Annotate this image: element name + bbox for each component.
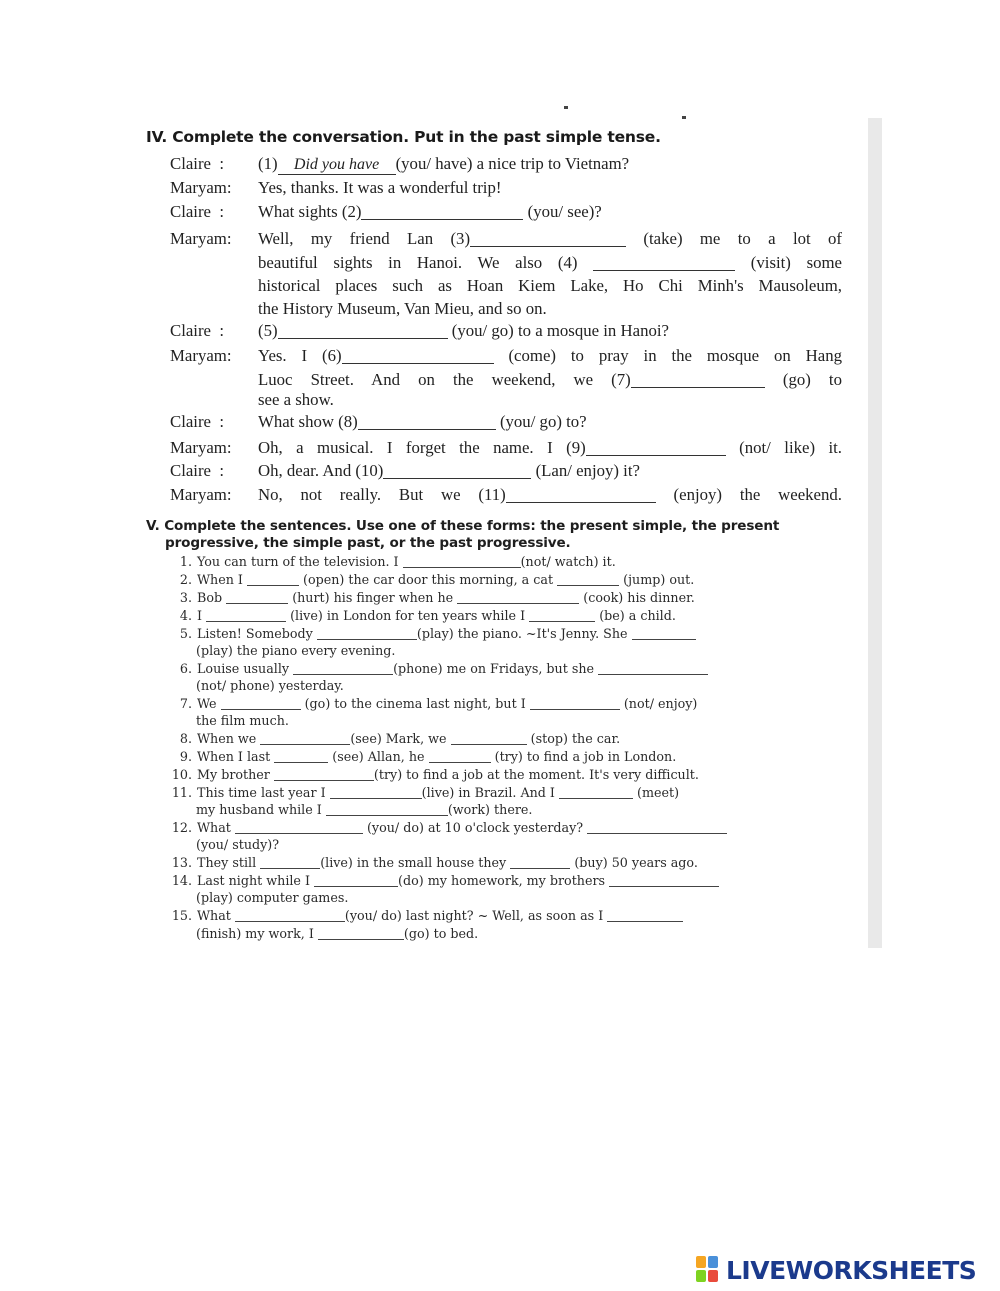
conversation-line-12: What show (8) (you/ go) to?	[258, 412, 587, 431]
sentence-item: 3. Bob (hurt) his finger when he (cook) his dinner.	[179, 590, 695, 605]
answer-blank[interactable]	[429, 750, 491, 763]
answer-blank-8[interactable]	[358, 412, 496, 430]
answer-blank[interactable]	[318, 927, 404, 940]
sentence-item: 4. I (live) in London for ten years while I (be) a child.	[179, 608, 676, 623]
conversation-line-14: Oh, dear. And (10) (Lan/ enjoy) it?	[258, 461, 640, 480]
sentence-continuation: (finish) my work, I (go) to bed.	[196, 926, 479, 941]
answer-blank[interactable]	[530, 697, 620, 710]
conversation-line-8: (5) (you/ go) to a mosque in Hanoi?	[258, 321, 669, 340]
answer-blank[interactable]	[260, 732, 350, 745]
answer-blank[interactable]	[403, 555, 521, 568]
answer-blank-3[interactable]	[470, 229, 626, 247]
conversation-line-5: beautiful sights in Hanoi. We also (4) (visit) some	[258, 253, 842, 272]
answer-1[interactable]: Did you have	[293, 156, 380, 173]
answer-blank[interactable]	[330, 786, 422, 799]
speaker-label: Claire :	[170, 202, 225, 221]
section-5-title: V. Complete the sentences. Use one of these forms: the present simple, the present progressive, the simple past, or the past progressive.	[146, 518, 780, 551]
sentence-item: 9. When I last (see) Allan, he (try) to find a job in London.	[179, 749, 677, 764]
sentence-item: 8. When we (see) Mark, we (stop) the car.	[179, 731, 621, 746]
sentence-continuation: (you/ study)?	[196, 837, 280, 852]
answer-blank[interactable]	[632, 627, 696, 640]
conversation-line-11: see a show.	[258, 390, 334, 409]
sentence-item: 11. This time last year I (live) in Brazil. And I (meet)	[171, 785, 680, 800]
answer-blank[interactable]	[247, 573, 299, 586]
sentence-item: 5. Listen! Somebody (play) the piano. ~It's Jenny. She	[166, 626, 832, 641]
sentence-continuation: (not/ phone) yesterday.	[196, 678, 344, 693]
speaker-label: Claire :	[170, 461, 225, 480]
conversation-line-6: historical places such as Hoan Kiem Lake, Ho Chi Minh's Mausoleum,	[258, 276, 842, 295]
answer-blank[interactable]	[226, 591, 288, 604]
sentence-item: 1. You can turn of the television. I (not/ watch) it.	[179, 554, 616, 569]
conversation-line-15: No, not really. But we (11) (enjoy) the weekend.	[258, 485, 842, 504]
sentence-continuation: (play) computer games.	[196, 890, 349, 905]
answer-blank[interactable]	[529, 609, 595, 622]
answer-blank[interactable]	[235, 909, 345, 922]
answer-blank[interactable]	[260, 856, 320, 869]
answer-blank[interactable]	[559, 786, 633, 799]
sentence-item: 2. When I (open) the car door this morning, a cat (jump) out.	[179, 572, 695, 587]
conversation-line-9: Yes. I (6) (come) to pray in the mosque on Hang	[258, 346, 842, 365]
sentence-item: 7. We (go) to the cinema last night, but I (not/ enjoy)	[179, 696, 698, 711]
answer-blank-10[interactable]	[383, 461, 531, 479]
answer-blank-6[interactable]	[342, 346, 494, 364]
answer-blank[interactable]	[274, 750, 328, 763]
answer-blank[interactable]	[314, 874, 398, 887]
answer-blank[interactable]	[609, 874, 719, 887]
sentence-continuation: my husband while I (work) there.	[196, 802, 533, 817]
speaker-label: Claire :	[170, 412, 225, 431]
conversation-line-1: (1) Did you have (you/ have) a nice trip to Vietnam?	[258, 154, 630, 173]
sentence-item: 15. What (you/ do) last night? ~ Well, as soon as I	[166, 908, 832, 923]
answer-blank-5[interactable]	[278, 321, 448, 339]
answer-blank[interactable]	[317, 627, 417, 640]
conversation-line-10: Luoc Street. And on the weekend, we (7) (go) to	[258, 370, 842, 389]
answer-blank[interactable]	[293, 662, 393, 675]
answer-blank[interactable]	[587, 821, 727, 834]
answer-blank[interactable]	[598, 662, 708, 675]
liveworksheets-logo-icon	[696, 1256, 722, 1284]
sentence-item: 14. Last night while I (do) my homework, my brothers	[166, 873, 832, 888]
answer-blank[interactable]	[557, 573, 619, 586]
answer-blank[interactable]	[510, 856, 570, 869]
sentence-item: 6. Louise usually (phone) me on Fridays, but she	[166, 661, 832, 676]
answer-blank-2[interactable]	[361, 202, 523, 220]
sentence-item: 10. My brother (try) to find a job at the moment. It's very difficult.	[171, 767, 699, 782]
sentence-item: 12. What (you/ do) at 10 o'clock yesterday?	[166, 820, 832, 835]
answer-blank-11[interactable]	[506, 485, 656, 503]
speaker-label: Maryam:	[170, 438, 232, 457]
section-4-title: IV. Complete the conversation. Put in the past simple tense.	[146, 128, 661, 146]
answer-blank[interactable]	[457, 591, 579, 604]
speaker-label: Claire :	[170, 321, 225, 340]
speaker-label: Claire :	[170, 154, 225, 173]
sentence-continuation: the film much.	[196, 713, 289, 728]
answer-blank-7[interactable]	[631, 370, 765, 388]
answer-blank-4[interactable]	[593, 253, 735, 271]
conversation-line-13: Oh, a musical. I forget the name. I (9) (not/ like) it.	[258, 438, 843, 457]
answer-blank[interactable]	[206, 609, 286, 622]
conversation-line-2: Yes, thanks. It was a wonderful trip!	[258, 178, 502, 197]
speaker-label: Maryam:	[170, 178, 232, 197]
sentence-continuation: (play) the piano every evening.	[196, 643, 396, 658]
sentence-item: 13. They still (live) in the small house they (buy) 50 years ago.	[171, 855, 698, 870]
speaker-label: Maryam:	[170, 229, 232, 248]
answer-blank-9[interactable]	[586, 438, 726, 456]
answer-blank[interactable]	[221, 697, 301, 710]
answer-blank[interactable]	[274, 768, 374, 781]
speaker-label: Maryam:	[170, 485, 232, 504]
liveworksheets-brand	[696, 1253, 976, 1287]
answer-blank[interactable]	[235, 821, 363, 834]
answer-blank[interactable]	[326, 803, 448, 816]
conversation-line-7: the History Museum, Van Mieu, and so on.	[258, 299, 547, 318]
conversation-line-3: What sights (2) (you/ see)?	[258, 202, 602, 221]
conversation-line-4: Well, my friend Lan (3) (take) me to a lot of	[258, 229, 842, 248]
answer-blank[interactable]	[607, 909, 683, 922]
answer-blank[interactable]	[451, 732, 527, 745]
brand-name: LIVEWORKSHEETS	[726, 1255, 977, 1285]
speaker-label: Maryam:	[170, 346, 232, 365]
